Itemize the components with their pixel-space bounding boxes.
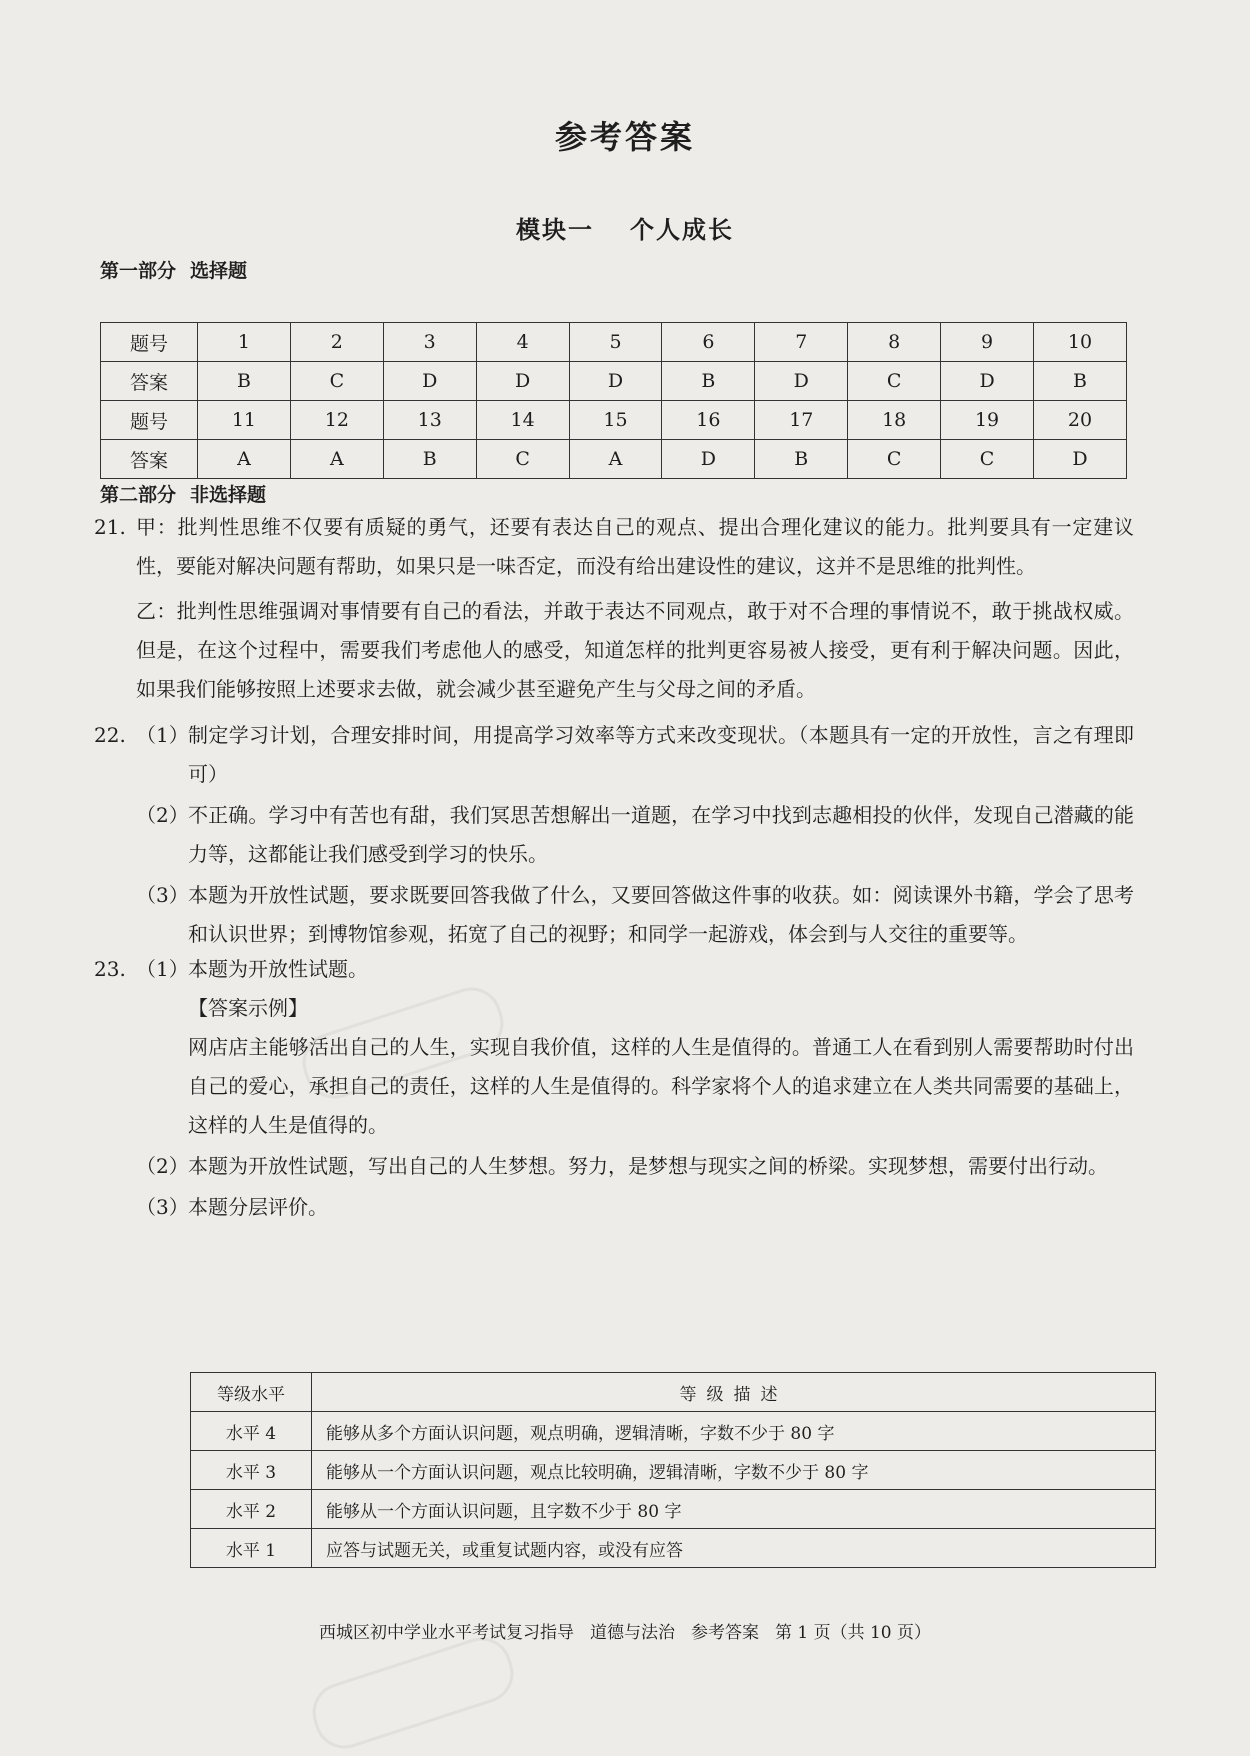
page-footer: [0, 1618, 1250, 1643]
question-number-cell: 11: [198, 401, 291, 440]
question-number-cell: 9: [941, 323, 1034, 362]
level-table-header: [191, 1373, 1156, 1412]
level-cell: 水平 2: [191, 1490, 312, 1529]
answer-cell: B: [755, 440, 848, 479]
footer-subject: 道德与法治: [589, 1623, 675, 1643]
question-number-cell: 20: [1034, 401, 1127, 440]
sub-label: （2）: [136, 1154, 189, 1178]
sub-label: （3）: [136, 1195, 189, 1219]
sub-answer-2: [94, 796, 1134, 874]
question-number-cell: 18: [848, 401, 941, 440]
answer-cell: D: [1034, 440, 1127, 479]
question-number: 22.: [94, 723, 126, 747]
answer-cell: D: [383, 362, 476, 401]
module-heading: [0, 210, 1250, 245]
section-part: 第一部分: [100, 260, 177, 282]
header-desc: 等级描述: [312, 1373, 1156, 1412]
answer-cell: C: [290, 362, 383, 401]
answer-cell: D: [476, 362, 569, 401]
desc-cell: 能够从一个方面认识问题，观点比较明确，逻辑清晰，字数不少于 80 字: [312, 1451, 1156, 1490]
question-number-cell: 3: [383, 323, 476, 362]
question-number-cell: 5: [569, 323, 662, 362]
question-21: [94, 508, 1134, 709]
section-name: 非选择题: [190, 484, 267, 506]
row-label: 题号: [101, 401, 198, 440]
sub-answer-3: [94, 876, 1134, 954]
question-number-cell: 15: [569, 401, 662, 440]
answer-cell: D: [755, 362, 848, 401]
question-number-cell: 19: [941, 401, 1034, 440]
answer-cell: D: [662, 440, 755, 479]
answer-jia: 甲：批判性思维不仅要有质疑的勇气，还要有表达自己的观点、提出合理化建议的能力。批判要具有一定建议性，要能对解决问题有帮助，如果只是一味否定，而没有给出建设性的建议，这并不是思维的批判性。: [136, 515, 1134, 578]
question-number-cell: 7: [755, 323, 848, 362]
sub-answer-1: [94, 716, 1134, 794]
level-row: [191, 1490, 1156, 1529]
question-number-cell: 8: [848, 323, 941, 362]
sub-text: 本题为开放性试题，写出自己的人生梦想。努力，是梦想与现实之间的桥梁。实现梦想，需要付出行动。: [188, 1154, 1108, 1178]
answer-cell: C: [848, 440, 941, 479]
question-number-cell: 10: [1034, 323, 1127, 362]
answer-cell: C: [476, 440, 569, 479]
row-label: 题号: [101, 323, 198, 362]
answer-cell: B: [1034, 362, 1127, 401]
question-number-cell: 17: [755, 401, 848, 440]
page-title: 参考答案: [554, 118, 695, 156]
answer-cell: B: [662, 362, 755, 401]
choice-answer-table: [100, 322, 1127, 479]
answer-cell: A: [198, 440, 291, 479]
level-cell: 水平 3: [191, 1451, 312, 1490]
level-cell: 水平 1: [191, 1529, 312, 1568]
level-row: [191, 1451, 1156, 1490]
desc-cell: 应答与试题无关，或重复试题内容，或没有应答: [312, 1529, 1156, 1568]
footer-kind: 参考答案: [690, 1623, 759, 1643]
section-part: 第二部分: [100, 484, 177, 506]
level-evaluation-table: [190, 1372, 1156, 1568]
answer-cell: D: [941, 362, 1034, 401]
answer-cell: A: [290, 440, 383, 479]
sub-text: 不正确。学习中有苦也有甜，我们冥思苦想解出一道题，在学习中找到志趣相投的伙伴，发现自己潜藏的能力等，这都能让我们感受到学习的快乐。: [188, 803, 1134, 866]
row-label: 答案: [101, 440, 198, 479]
answer-table-row: [101, 401, 1127, 440]
answer-table-row: [101, 362, 1127, 401]
footer-book: 西城区初中学业水平考试复习指导: [318, 1623, 574, 1643]
answer-cell: C: [941, 440, 1034, 479]
answer-yi: 乙：批判性思维强调对事情要有自己的看法，并敢于表达不同观点，敢于对不合理的事情说不，敢于挑战权威。但是，在这个过程中，需要我们考虑他人的感受，知道怎样的批判更容易被人接受，更有利于解决问题。因此，如果我们能够按照上述要求去做，就会减少甚至避免产生与父母之间的矛盾。: [136, 599, 1134, 701]
level-row: [191, 1529, 1156, 1568]
answer-cell: D: [569, 362, 662, 401]
sub-label: （3）: [136, 883, 189, 907]
question-number: 23.: [94, 957, 126, 981]
answer-table-row: [101, 440, 1127, 479]
question-number-cell: 1: [198, 323, 291, 362]
sub-answer-3: [94, 1188, 1134, 1227]
sub-label: （1）: [136, 957, 189, 981]
sub-label: （2）: [136, 803, 189, 827]
section-heading-choice: [100, 256, 261, 283]
level-row: [191, 1412, 1156, 1451]
question-number-cell: 12: [290, 401, 383, 440]
level-cell: 水平 4: [191, 1412, 312, 1451]
section-name: 选择题: [190, 260, 248, 282]
question-number-cell: 2: [290, 323, 383, 362]
question-23: [94, 950, 1134, 1227]
row-label: 答案: [101, 362, 198, 401]
section-heading-nonchoice: [100, 480, 280, 507]
question-22: [94, 716, 1134, 954]
example-label: 【答案示例】: [188, 996, 308, 1020]
desc-cell: 能够从一个方面认识问题，且字数不少于 80 字: [312, 1490, 1156, 1529]
answer-cell: B: [198, 362, 291, 401]
question-number-cell: 16: [662, 401, 755, 440]
question-number-cell: 4: [476, 323, 569, 362]
sub-answer-1: [94, 950, 1134, 989]
question-number: 21.: [94, 515, 126, 539]
sub-text: 本题为开放性试题。: [188, 957, 368, 981]
answer-cell: A: [569, 440, 662, 479]
sub-text: 本题分层评价。: [188, 1195, 328, 1219]
sub-answer-2: [94, 1147, 1134, 1186]
answer-cell: C: [848, 362, 941, 401]
module-name: 个人成长: [630, 215, 734, 244]
question-number-cell: 6: [662, 323, 755, 362]
answer-table-row: [101, 323, 1127, 362]
question-number-cell: 13: [383, 401, 476, 440]
desc-cell: 能够从多个方面认识问题，观点明确，逻辑清晰，字数不少于 80 字: [312, 1412, 1156, 1451]
watermark-mark: [305, 1630, 521, 1756]
sub-label: （1）: [136, 723, 189, 747]
question-number-cell: 14: [476, 401, 569, 440]
sub-text: 制定学习计划，合理安排时间，用提高学习效率等方式来改变现状。（本题具有一定的开放性，言之有理即可）: [188, 723, 1134, 786]
answer-cell: B: [383, 440, 476, 479]
module-prefix: 模块一: [516, 215, 594, 244]
example-text: 网店店主能够活出自己的人生，实现自我价值，这样的人生是值得的。普通工人在看到别人需要帮助时付出自己的爱心，承担自己的责任，这样的人生是值得的。科学家将个人的追求建立在人类共同需要的基础上，这样的人生是值得的。: [188, 1035, 1134, 1137]
sub-text: 本题为开放性试题，要求既要回答我做了什么，又要回答做这件事的收获。如：阅读课外书籍，学会了思考和认识世界；到博物馆参观，拓宽了自己的视野；和同学一起游戏，体会到与人交往的重要等。: [188, 883, 1134, 946]
header-level: 等级水平: [191, 1373, 312, 1412]
footer-page: 第 1 页（共 10 页）: [774, 1623, 932, 1643]
